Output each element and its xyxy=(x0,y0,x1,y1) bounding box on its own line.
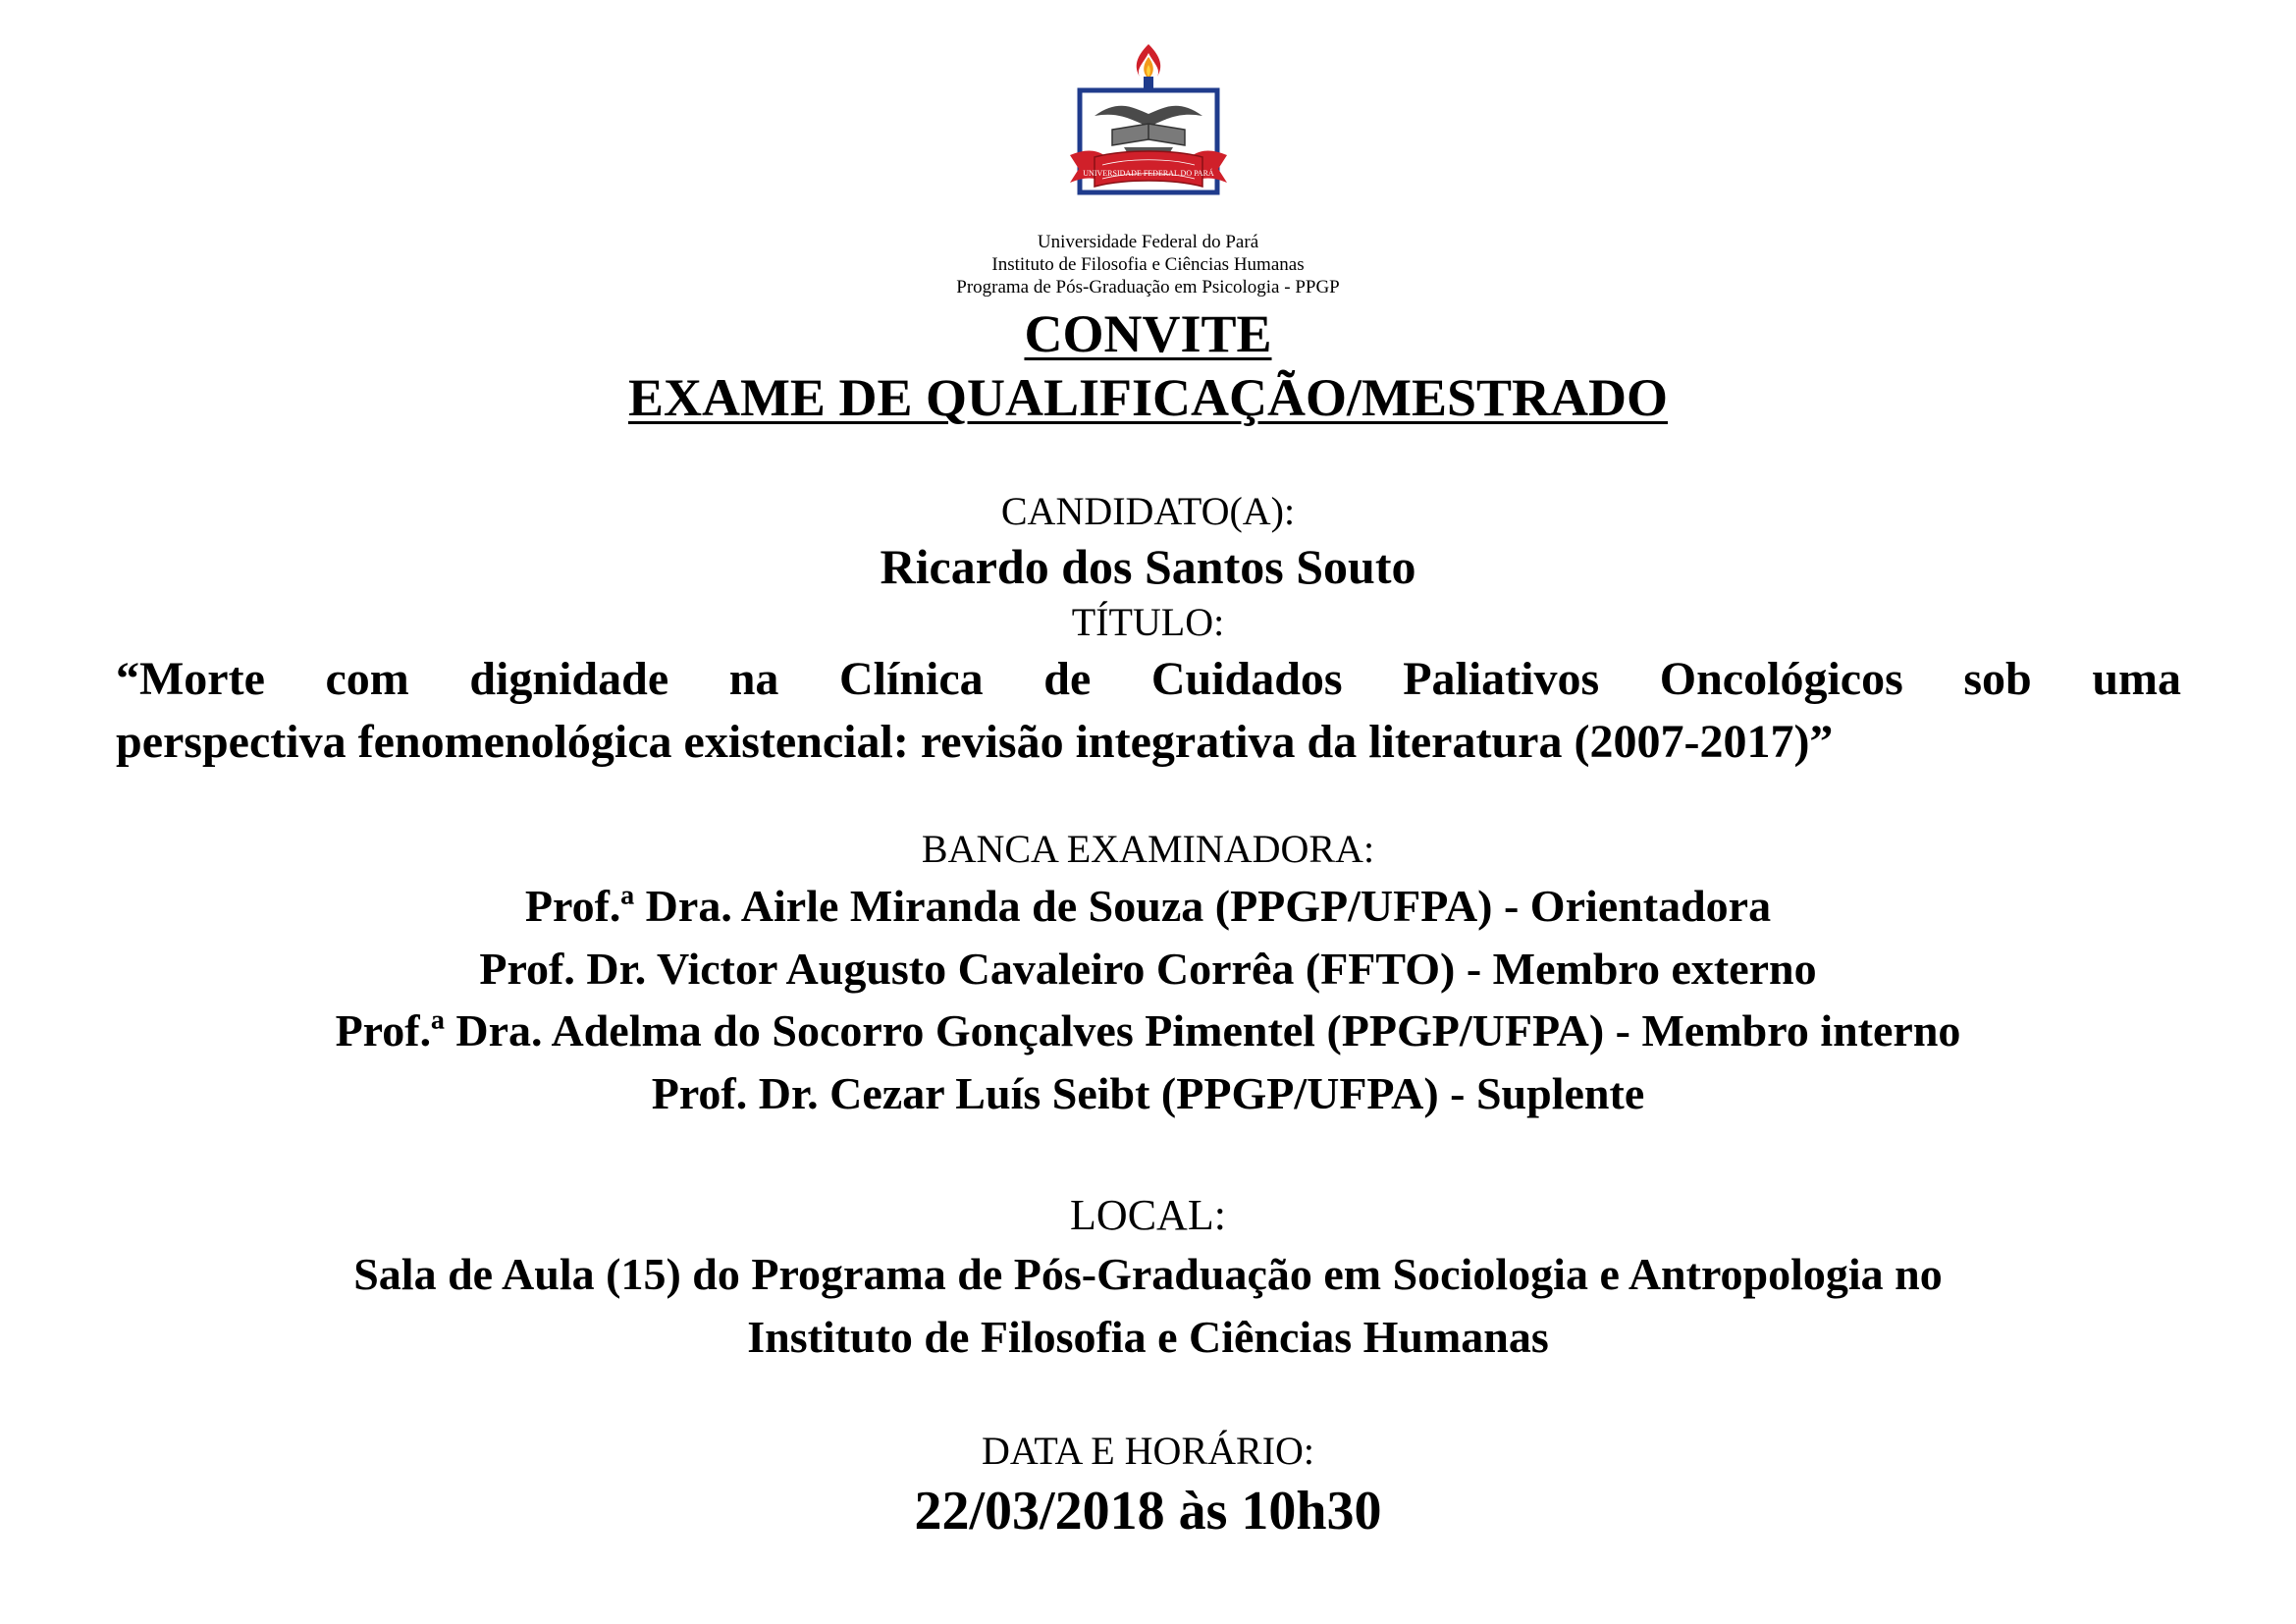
institute-name: Instituto de Filosofia e Ciências Humanas xyxy=(991,254,1305,275)
page-title xyxy=(0,304,2296,363)
svg-text:UNIVERSIDADE FEDERAL DO PARÁ: UNIVERSIDADE FEDERAL DO PARÁ xyxy=(1083,169,1214,178)
page-subtitle xyxy=(0,368,2296,427)
candidate-name: Ricardo dos Santos Souto xyxy=(880,539,1416,594)
committee-member: Prof. Dr. Cezar Luís Seibt (PPGP/UFPA) - Suplente xyxy=(651,1068,1645,1118)
thesis-title-line-1: “Morte com dignidade na Clínica de Cuidados Paliativos Oncológicos sob uma xyxy=(116,653,2181,705)
committee-member: Prof. Dr. Victor Augusto Cavaleiro Corrêa (FFTO) - Membro externo xyxy=(479,944,1817,994)
page-title-text: CONVITE xyxy=(1024,304,1272,363)
program-name: Programa de Pós-Graduação em Psicologia - PPGP xyxy=(956,277,1340,298)
committee-member: Prof.ª Dra. Adelma do Socorro Gonçalves Pimentel (PPGP/UFPA) - Membro interno xyxy=(335,1005,1961,1056)
committee-member: Prof.ª Dra. Airle Miranda de Souza (PPGP/UFPA) - Orientadora xyxy=(524,881,1772,931)
schedule-label: DATA E HORÁRIO: xyxy=(981,1429,1315,1473)
location-line-1: Sala de Aula (15) do Programa de Pós-Graduação em Sociologia e Antropologia no xyxy=(353,1249,1943,1299)
page-subtitle-text: EXAME DE QUALIFICAÇÃO/MESTRADO xyxy=(627,368,1669,427)
location-line-2: Instituto de Filosofia e Ciências Humanas xyxy=(747,1312,1549,1362)
committee-label: BANCA EXAMINADORA: xyxy=(921,827,1375,871)
university-name: Universidade Federal do Pará xyxy=(1037,232,1259,252)
ufpa-seal-icon xyxy=(1065,39,1232,216)
location-label: LOCAL: xyxy=(1070,1191,1226,1239)
thesis-title-line-2: perspectiva fenomenológica existencial: revisão integrativa da literatura (2007-2017)” xyxy=(116,716,1834,768)
candidate-label: CANDIDATO(A): xyxy=(1000,489,1296,533)
schedule-value: 22/03/2018 às 10h30 xyxy=(914,1481,1382,1542)
thesis-label: TÍTULO: xyxy=(1071,600,1225,644)
